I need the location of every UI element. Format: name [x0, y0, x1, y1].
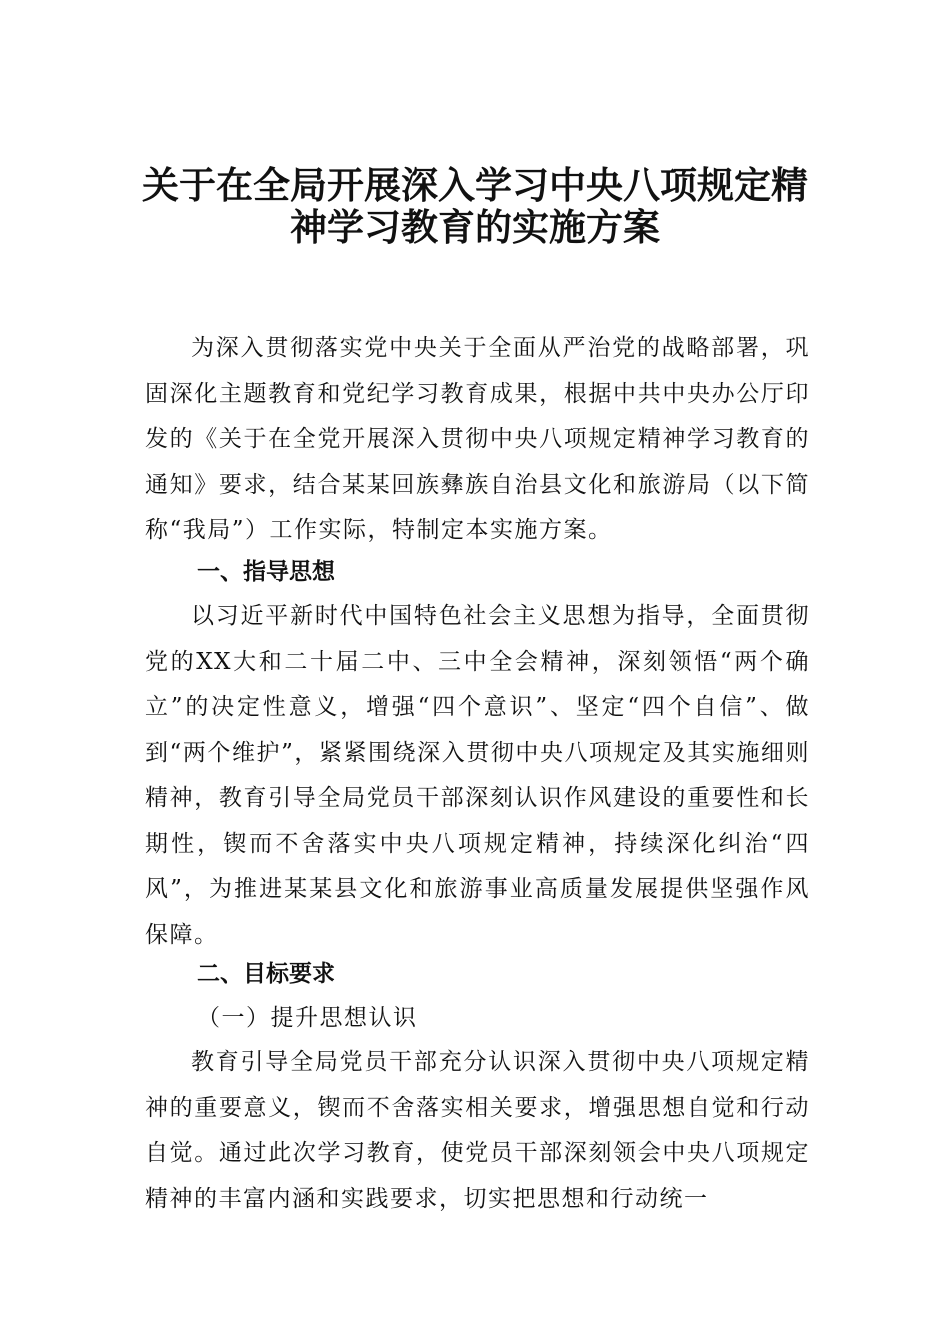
section-heading-guiding-ideology: 一、指导思想: [197, 559, 335, 585]
document-title-line-1: 关于在全局开展深入学习中央八项规定精: [142, 164, 808, 207]
section-heading-objectives: 二、目标要求: [197, 961, 335, 987]
subsection-improve-awareness-paragraph: 教育引导全局党员干部充分认识深入贯彻中央八项规定精神的重要意义，锲而不舍落实相关要求，增强思想自觉和行动自觉。通过此次学习教育，使党员干部深刻领会中央八项规定精神的丰富内涵和实践要求，切实把思想和行动统一: [145, 1049, 810, 1212]
document-title-line-2: 神学习教育的实施方案: [290, 206, 660, 249]
section-guiding-ideology-paragraph: 以习近平新时代中国特色社会主义思想为指导，全面贯彻党的XX大和二十届二中、三中全会精神，深刻领悟“两个确立”的决定性意义，增强“四个意识”、坚定“四个自信”、做到“两个维护”，紧紧围绕深入贯彻中央八项规定及其实施细则精神，教育引导全局党员干部深刻认识作风建设的重要性和长期性，锲而不舍落实中央八项规定精神，持续深化纠治“四风”，为推进某某县文化和旅游事业高质量发展提供坚强作风保障。: [145, 603, 810, 948]
subsection-heading-improve-awareness: （一）提升思想认识: [197, 1005, 418, 1031]
intro-paragraph: 为深入贯彻落实党中央关于全面从严治党的战略部署，巩固深化主题教育和党纪学习教育成果，根据中共中央办公厅印发的《关于在全党开展深入贯彻中央八项规定精神学习教育的通知》要求，结合某某回族彝族自治县文化和旅游局（以下简称“我局”）工作实际，特制定本实施方案。: [145, 335, 810, 543]
